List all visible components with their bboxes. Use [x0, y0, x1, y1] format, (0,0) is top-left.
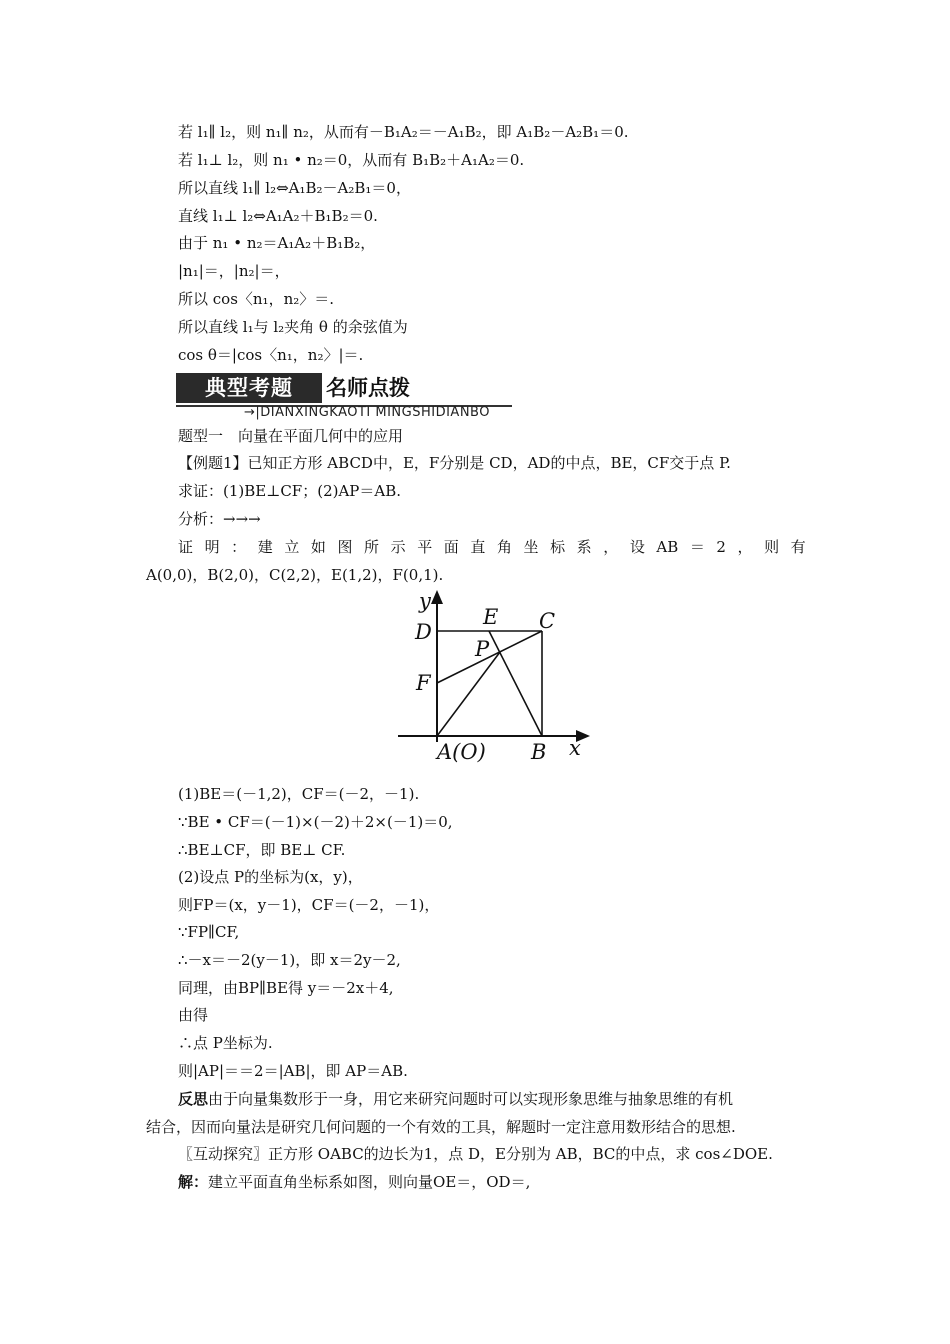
label-C: C [539, 609, 556, 633]
prove-statement: 求证：(1)BE⊥CF；(2)AP＝AB. [178, 482, 402, 500]
text-line: 所以直线 l₁与 l₂夹角 θ 的余弦值为 [178, 318, 408, 336]
text-line: 若 l₁∥ l₂，则 n₁∥ n₂，从而有－B₁A₂＝－A₁B₂，即 A₁B₂－A₂B₁＝0. [178, 123, 629, 141]
analysis-line: 分析：→→→ [178, 510, 261, 528]
label-y: y [419, 589, 431, 613]
label-A: A(O) [437, 740, 486, 764]
text-line: ∴－x＝－2(y－1)，即 x＝2y－2, [178, 951, 401, 969]
text-line: 由得 [178, 1006, 209, 1024]
text-line: 则FP＝(x，y－1)，CF＝(－2，－1)， [178, 896, 440, 914]
coords-line: A(0,0)，B(2,0)，C(2,2)，E(1,2)，F(0,1). [146, 566, 444, 584]
text-line: cos θ＝|cos〈n₁，n₂〉|＝. [178, 346, 364, 364]
y-axis-arrow [431, 590, 443, 604]
reflection-line-1: 反思由于向量集数形于一身，用它来研究问题时可以实现形象思维与抽象思维的有机 [178, 1090, 734, 1108]
text-line: 所以 cos〈n₁，n₂〉＝. [178, 290, 335, 308]
banner-title-left: 典型考题 [176, 373, 322, 403]
solution-label: 解： [178, 1173, 209, 1191]
text-line: ∴点 P坐标为. [178, 1034, 273, 1052]
type-heading: 题型一 向量在平面几何中的应用 [178, 427, 404, 445]
text-line: (1)BE＝(－1,2)，CF＝(－2，－1). [178, 785, 420, 803]
explore-line: 〖互动探究〗正方形 OABC的边长为1，点 D，E分别为 AB，BC的中点，求 cos∠DOE. [178, 1145, 773, 1163]
example-statement: 【例题1】已知正方形 ABCD中，E，F分别是 CD，AD的中点，BE，CF交于点 P. [178, 454, 731, 472]
label-B: B [531, 740, 547, 764]
text-line: ∵FP∥CF, [178, 923, 240, 941]
solution-line: 解：建立平面直角坐标系如图，则向量OE＝，OD＝, [178, 1173, 531, 1191]
text-line: 所以直线 l₁∥ l₂⇔A₁B₂－A₂B₁＝0， [178, 179, 411, 197]
reflection-label: 反思 [178, 1090, 209, 1108]
text-line: 同理，由BP∥BE得 y＝－2x＋4, [178, 979, 394, 997]
text-line: |n₁|＝，|n₂|＝， [178, 262, 290, 280]
geometry-figure [390, 585, 596, 767]
segment-BE [489, 631, 542, 736]
label-F: F [416, 671, 431, 695]
label-E: E [483, 605, 499, 629]
segment-AP [437, 652, 500, 736]
banner-subtitle: →|DIANXINGKAOTI MINGSHIDIANBO [244, 405, 490, 420]
text-line: ∴BE⊥CF，即 BE⊥ CF. [178, 841, 346, 859]
label-D: D [415, 620, 432, 644]
text-line: 直线 l₁⊥ l₂⇔A₁A₂＋B₁B₂＝0. [178, 207, 378, 225]
segment-CF [437, 631, 542, 683]
text-line: 由于 n₁ • n₂＝A₁A₂＋B₁B₂， [178, 234, 376, 252]
label-P: P [475, 637, 490, 661]
text-line: 若 l₁⊥ l₂，则 n₁ • n₂＝0，从而有 B₁B₂＋A₁A₂＝0. [178, 151, 525, 169]
text-line: (2)设点 P的坐标为(x，y)， [178, 868, 363, 886]
text-line: 则|AP|＝＝2＝|AB|，即 AP＝AB. [178, 1062, 408, 1080]
label-x: x [569, 736, 581, 760]
proof-line: 证 明 ： 建 立 如 图 所 示 平 面 直 角 坐 标 系 ， 设 AB ＝ 2 ， 则 有 [178, 538, 806, 556]
reflection-line-2: 结合，因而向量法是研究几何问题的一个有效的工具，解题时一定注意用数形结合的思想. [146, 1118, 736, 1136]
text-line: ∵BE • CF＝(－1)×(－2)＋2×(－1)＝0, [178, 813, 453, 831]
banner-title-right: 名师点拨 [326, 376, 410, 400]
section-banner [176, 373, 512, 403]
